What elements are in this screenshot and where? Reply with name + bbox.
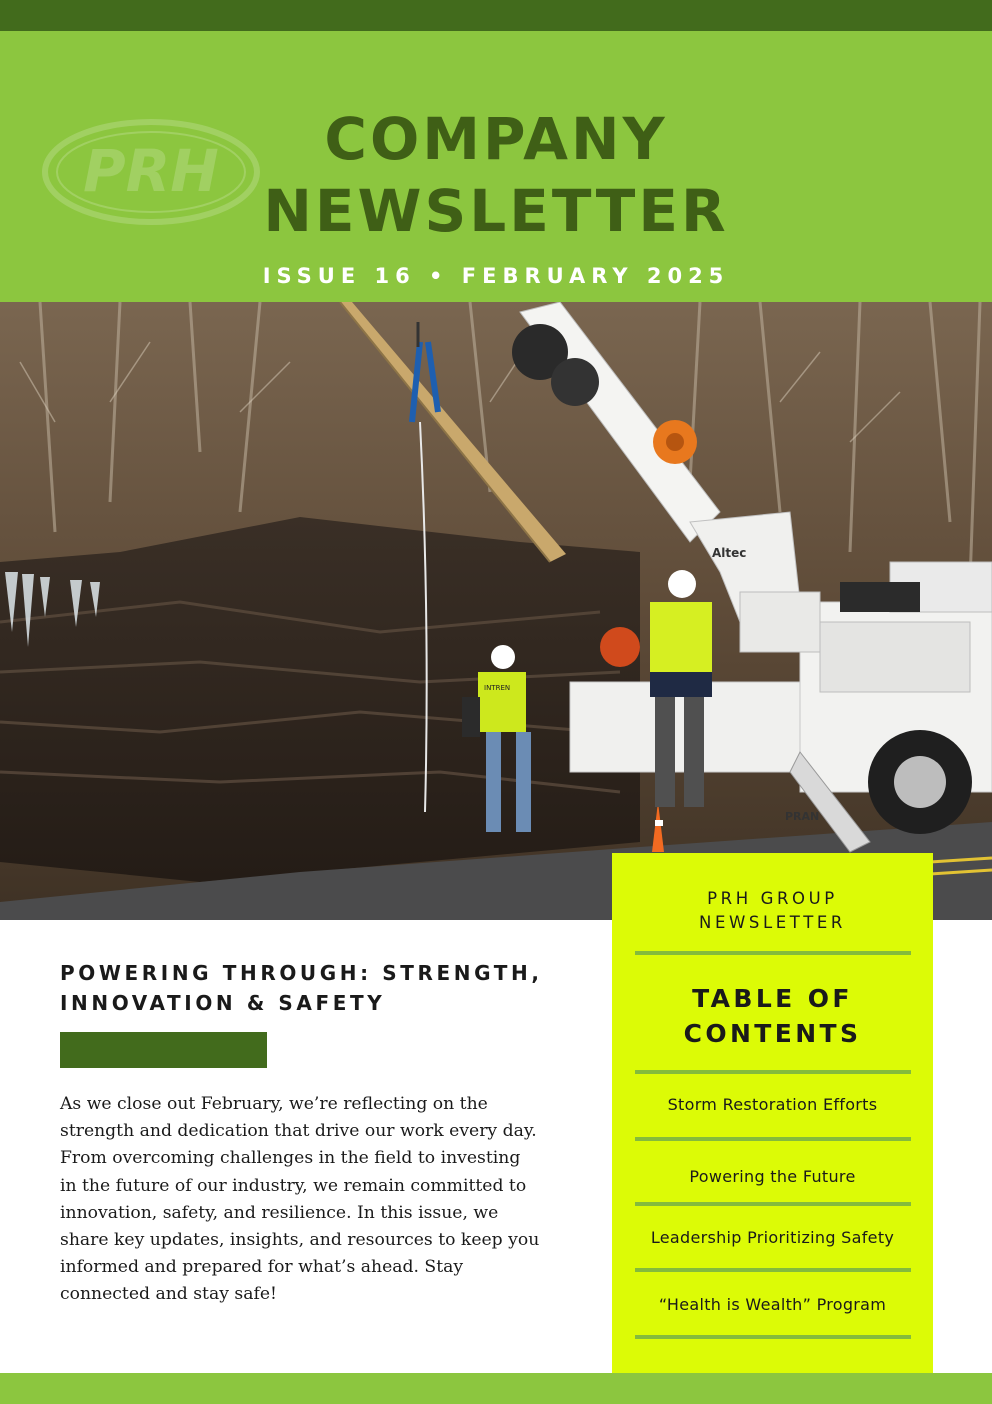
toc-title [612, 981, 933, 1051]
issue-date: ISSUE 16 • FEBRUARY 2025 [262, 264, 730, 288]
body-line: As we close out February, we’re reflecting on the [60, 1094, 488, 1114]
toc-title-line-2: CONTENTS [683, 1019, 862, 1048]
divider [635, 1202, 911, 1206]
toc-item-powering-future[interactable]: Powering the Future [689, 1167, 856, 1186]
bumper-text: PRAN [785, 810, 820, 823]
divider [635, 1268, 911, 1272]
body-line: strength and dedication that drive our work every day. [60, 1121, 537, 1142]
divider [635, 1335, 911, 1339]
newsletter-header [0, 31, 992, 302]
bottom-stripe [0, 1373, 992, 1404]
logo-text: PRH [83, 137, 219, 205]
body-line: connected and stay safe! [60, 1284, 277, 1305]
rock-face [0, 517, 640, 882]
table-of-contents-panel [612, 853, 933, 1373]
truck-brand: Altec [712, 546, 747, 560]
title-line-1: COMPANY [324, 105, 668, 173]
body-line: share key updates, insights, and resources to keep you [60, 1230, 540, 1251]
body-line: informed and prepared for what’s ahead. Stay [60, 1257, 464, 1278]
divider [635, 951, 911, 955]
toc-item-leadership-safety[interactable]: Leadership Prioritizing Safety [650, 1228, 895, 1247]
article-headline [60, 958, 580, 1018]
page-title [0, 103, 992, 247]
toc-item-storm-restoration[interactable]: Storm Restoration Efforts [667, 1095, 878, 1114]
title-line-2: NEWSLETTER [263, 177, 729, 245]
body-line: innovation, safety, and resilience. In this issue, we [60, 1202, 499, 1223]
headline-line-1: POWERING THROUGH: STRENGTH, [60, 961, 543, 985]
body-line: From overcoming challenges in the field to investing [60, 1148, 521, 1169]
hero-photo [0, 302, 992, 920]
toc-title-line-1: TABLE OF [692, 984, 853, 1013]
headline-line-2: INNOVATION & SAFETY [60, 991, 386, 1015]
article-body [60, 1091, 570, 1309]
sidebar-label-line-2: NEWSLETTER [699, 913, 846, 932]
sidebar-label-line-1: PRH GROUP [707, 889, 838, 908]
divider [635, 1070, 911, 1074]
divider [635, 1137, 911, 1141]
toc-item-health-wealth[interactable]: “Health is Wealth” Program [658, 1295, 887, 1314]
body-line: in the future of our industry, we remain committed to [60, 1175, 527, 1196]
sidebar-label [612, 887, 933, 935]
headline-accent-bar [60, 1032, 267, 1068]
vest-text: INTREN [484, 684, 511, 692]
top-stripe [0, 0, 992, 31]
